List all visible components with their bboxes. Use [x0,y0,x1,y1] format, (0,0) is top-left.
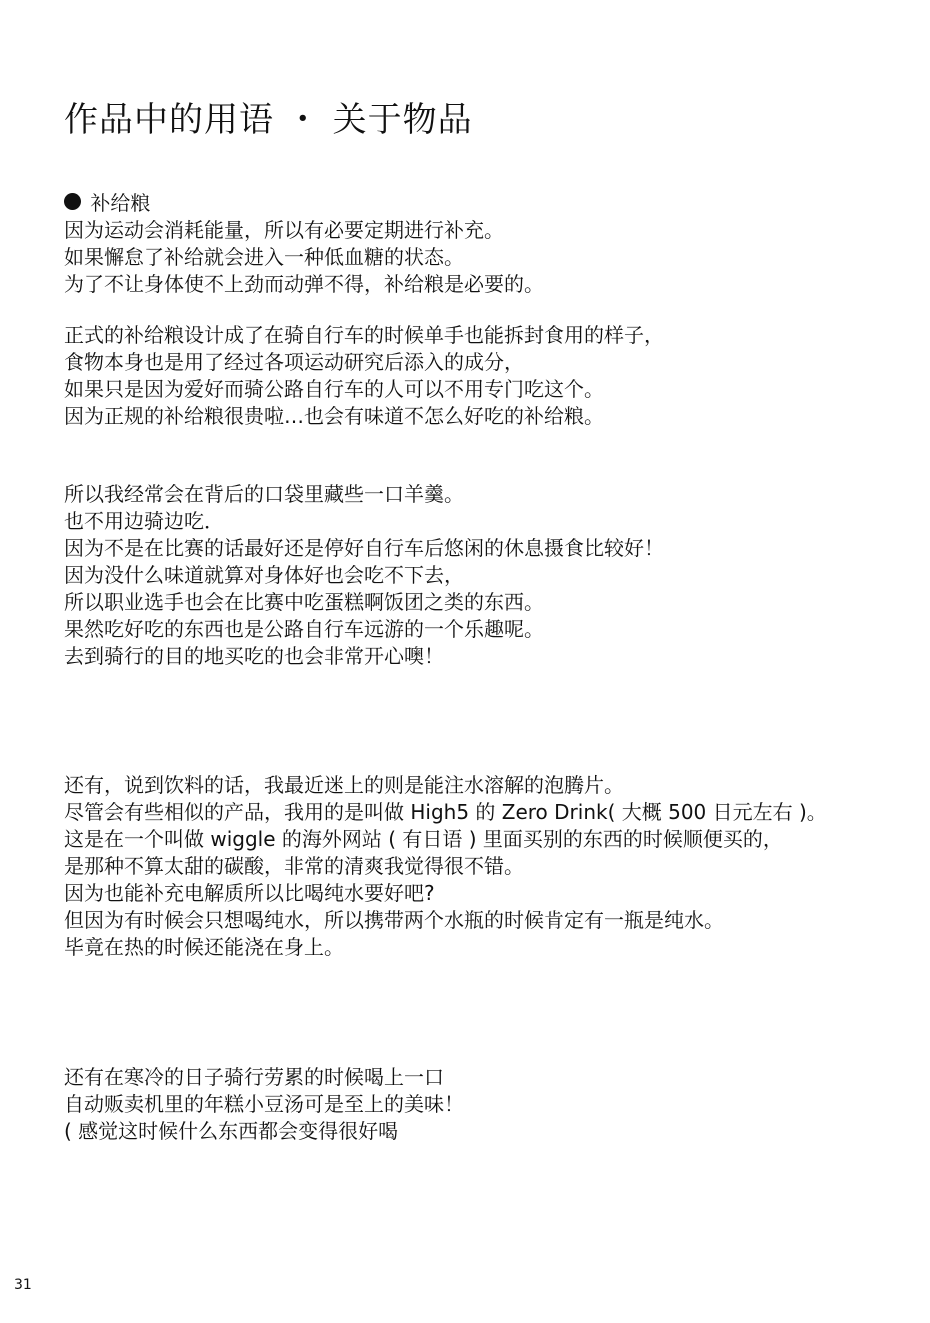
text-line: 这是在一个叫做 wiggle 的海外网站 ( 有日语 ) 里面买别的东西的时候顺便买的， [64,827,783,851]
paragraph-drinks [64,772,827,961]
paragraph-formal-supply [64,322,664,430]
text-line: 因为也能补充电解质所以比喝纯水要好吧? [64,881,435,905]
section-heading-label: 补给粮 [90,191,151,215]
text-line: 如果懈怠了补给就会进入一种低血糖的状态。 [64,245,464,269]
section-supply-food [64,190,544,298]
text-line: 为了不让身体使不上劲而动弹不得，补给粮是必要的。 [64,272,544,296]
paragraph-yokan [64,481,664,670]
text-line: 毕竟在热的时候还能浇在身上。 [64,935,344,959]
text-line: ( 感觉这时候什么东西都会变得很好喝 [64,1119,399,1143]
text-line: 因为没什么味道就算对身体好也会吃不下去， [64,563,464,587]
text-line: 因为运动会消耗能量，所以有必要定期进行补充。 [64,218,504,242]
text-line: 还有在寒冷的日子骑行劳累的时候喝上一口 [64,1065,444,1089]
text-line: 正式的补给粮设计成了在骑自行车的时候单手也能拆封食用的样子， [64,323,664,347]
paragraph-winter [64,1064,464,1145]
text-line: 如果只是因为爱好而骑公路自行车的人可以不用专门吃这个。 [64,377,604,401]
text-line: 自动贩卖机里的年糕小豆汤可是至上的美味！ [64,1092,464,1116]
text-line: 因为不是在比赛的话最好还是停好自行车后悠闲的休息摄食比较好！ [64,536,664,560]
text-line: 所以职业选手也会在比赛中吃蛋糕啊饭团之类的东西。 [64,590,544,614]
text-line: 是那种不算太甜的碳酸，非常的清爽我觉得很不错。 [64,854,524,878]
page-number: 31 [14,1277,32,1293]
text-line: 去到骑行的目的地买吃的也会非常开心噢！ [64,644,444,668]
text-line: 所以我经常会在背后的口袋里藏些一口羊羹。 [64,482,464,506]
text-line: 也不用边骑边吃． [64,509,224,533]
text-line: 但因为有时候会只想喝纯水，所以携带两个水瓶的时候肯定有一瓶是纯水。 [64,908,724,932]
text-line: 果然吃好吃的东西也是公路自行车远游的一个乐趣呢。 [64,617,544,641]
text-line: 还有，说到饮料的话，我最近迷上的则是能注水溶解的泡腾片。 [64,773,624,797]
section-heading [64,190,544,217]
text-line: 食物本身也是用了经过各项运动研究后添入的成分， [64,350,524,374]
page-title: 作品中的用语 ・ 关于物品 [64,100,473,140]
text-line: 因为正规的补给粮很贵啦…也会有味道不怎么好吃的补给粮。 [64,404,604,428]
text-line: 尽管会有些相似的产品，我用的是叫做 High5 的 Zero Drink( 大概 500 日元左右 )。 [64,800,827,824]
bullet-icon [64,193,81,210]
